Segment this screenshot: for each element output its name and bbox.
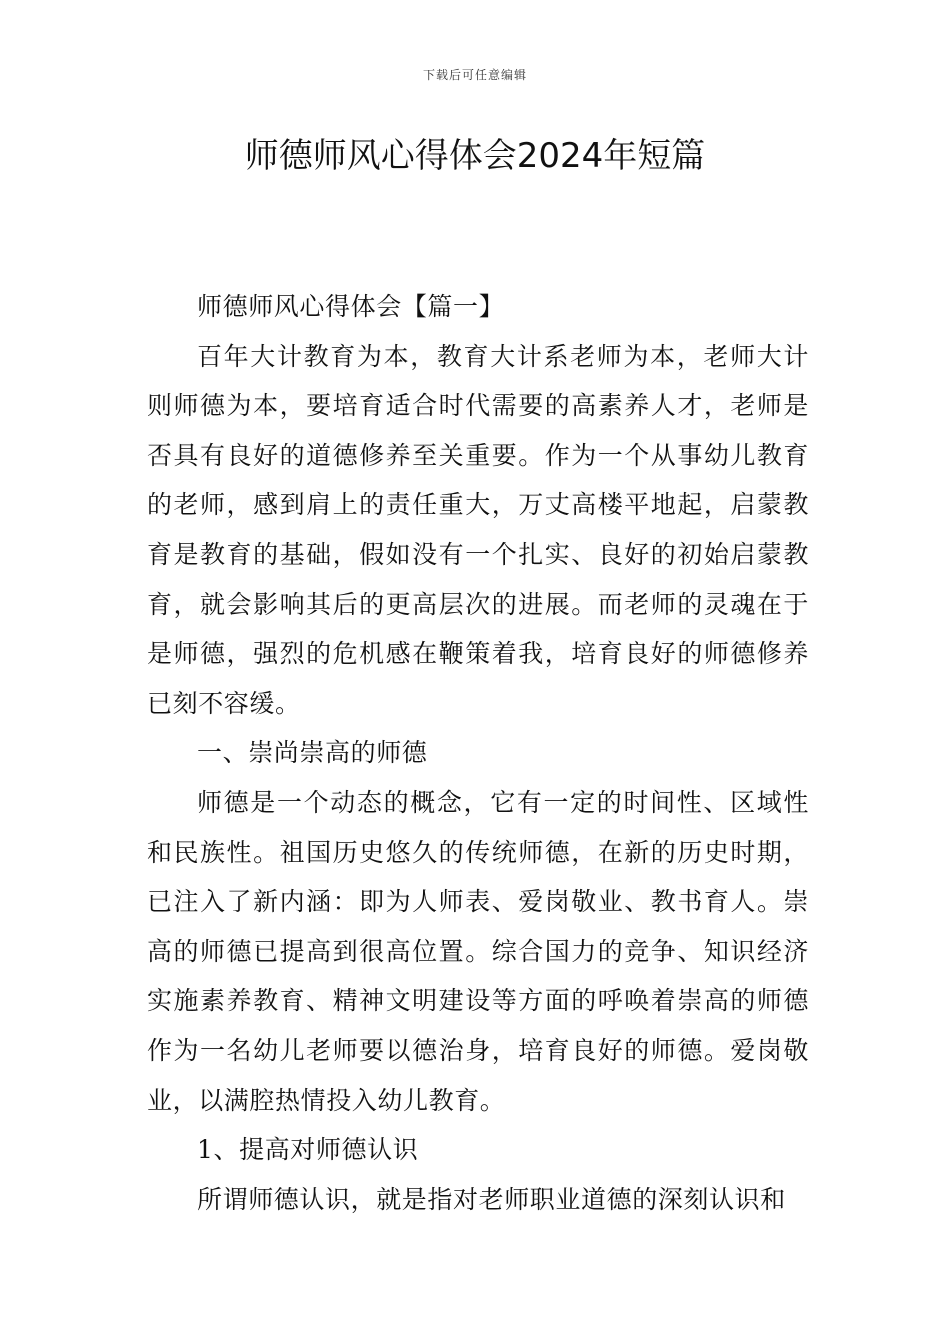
document-body [147,282,809,1224]
document-title: 师德师风心得体会2024年短篇 [244,136,706,176]
paragraph: 百年大计教育为本，教育大计系老师为本，老师大计则师德为本，要培育适合时代需要的高素养人才，老师是否具有良好的道德修养至关重要。作为一个从事幼儿教育的老师，感到肩上的责任重大，万丈高楼平地起，启蒙教育是教育的基础，假如没有一个扎实、良好的初始启蒙教育，就会影响其后的更高层次的进展。而老师的灵魂在于是师德，强烈的危机感在鞭策着我，培育良好的师德修养已刻不容缓。 [147,341,809,718]
header-note: 下载后可任意编辑 [422,68,527,82]
paragraph: 师德是一个动态的概念，它有一定的时间性、区域性和民族性。祖国历史悠久的传统师德，在新的历史时期，已注入了新内涵：即为人师表、爱岗敬业、教书育人。崇高的师德已提高到很高位置。综合国力的竞争、知识经济实施素养教育、精神文明建设等方面的呼唤着崇高的师德作为一名幼儿老师要以德治身，培育良好的师德。爱岗敬业，以满腔热情投入幼儿教育。 [147,787,809,1115]
section-heading: 一、崇尚崇高的师德 [197,738,428,768]
subsection-heading: 1、提高对师德认识 [197,1135,419,1165]
paragraph: 所谓师德认识，就是指对老师职业道德的深刻认识和 [197,1184,786,1214]
section-title: 师德师风心得体会【篇一】 [197,292,505,321]
